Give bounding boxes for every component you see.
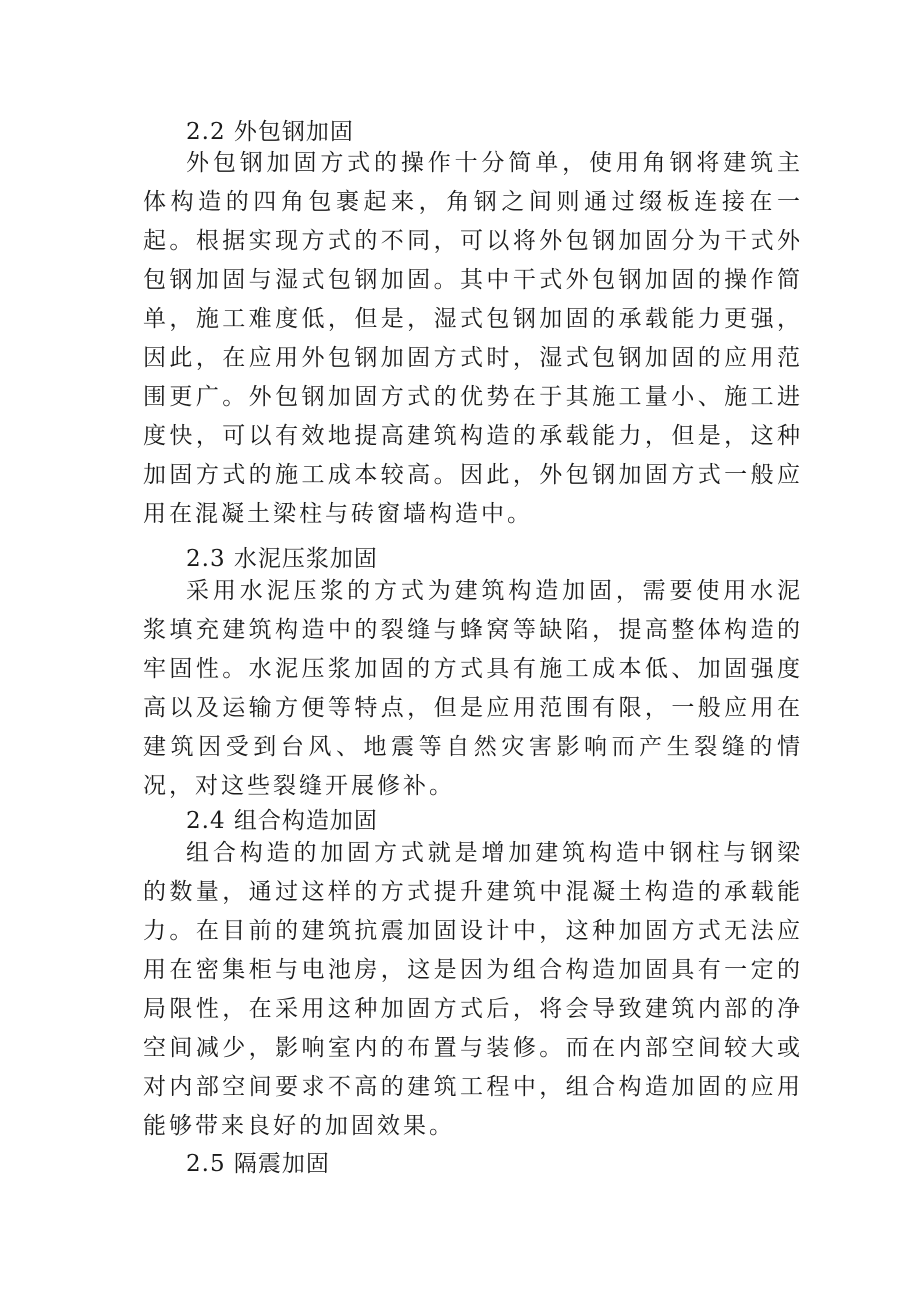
section-body-2-4: 组合构造的加固方式就是增加建筑构造中钢柱与钢梁的数量，通过这样的方式提升建筑中混凝土构造的承载能力。在目前的建筑抗震加固设计中，这种加固方式无法应用在密集柜与电池房，这是因为组合构造加固具有一定的局限性，在采用这种加固方式后，将会导致建筑内部的净空间减少，影响室内的布置与装修。而在内部空间较大或对内部空间要求不高的建筑工程中，组合构造加固的应用能够带来良好的加固效果。 (143, 840, 803, 1139)
section-heading-2-5: 2.5 隔震加固 (186, 1151, 330, 1177)
section-heading-2-4: 2.4 组合构造加固 (186, 808, 378, 834)
section-body-2-3: 采用水泥压浆的方式为建筑构造加固，需要使用水泥浆填充建筑构造中的裂缝与蜂窝等缺陷，提高整体构造的牢固性。水泥压浆加固的方式具有施工成本低、加固强度高以及运输方便等特点，但是应用范围有限，一般应用在建筑因受到台风、地震等自然灾害影响而产生裂缝的情况，对这些裂缝开展修补。 (143, 578, 803, 799)
section-heading-2-2: 2.2 外包钢加固 (186, 119, 354, 145)
section-heading-2-3: 2.3 水泥压浆加固 (186, 546, 378, 572)
section-body-2-2: 外包钢加固方式的操作十分简单，使用角钢将建筑主体构造的四角包裹起来，角钢之间则通过缀板连接在一起。根据实现方式的不同，可以将外包钢加固分为干式外包钢加固与湿式包钢加固。其中干式外包钢加固的操作简单，施工难度低，但是，湿式包钢加固的承载能力更强，因此，在应用外包钢加固方式时，湿式包钢加固的应用范围更广。外包钢加固方式的优势在于其施工量小、施工进度快，可以有效地提高建筑构造的承载能力，但是，这种加固方式的施工成本较高。因此，外包钢加固方式一般应用在混凝土梁柱与砖窗墙构造中。 (143, 150, 803, 527)
